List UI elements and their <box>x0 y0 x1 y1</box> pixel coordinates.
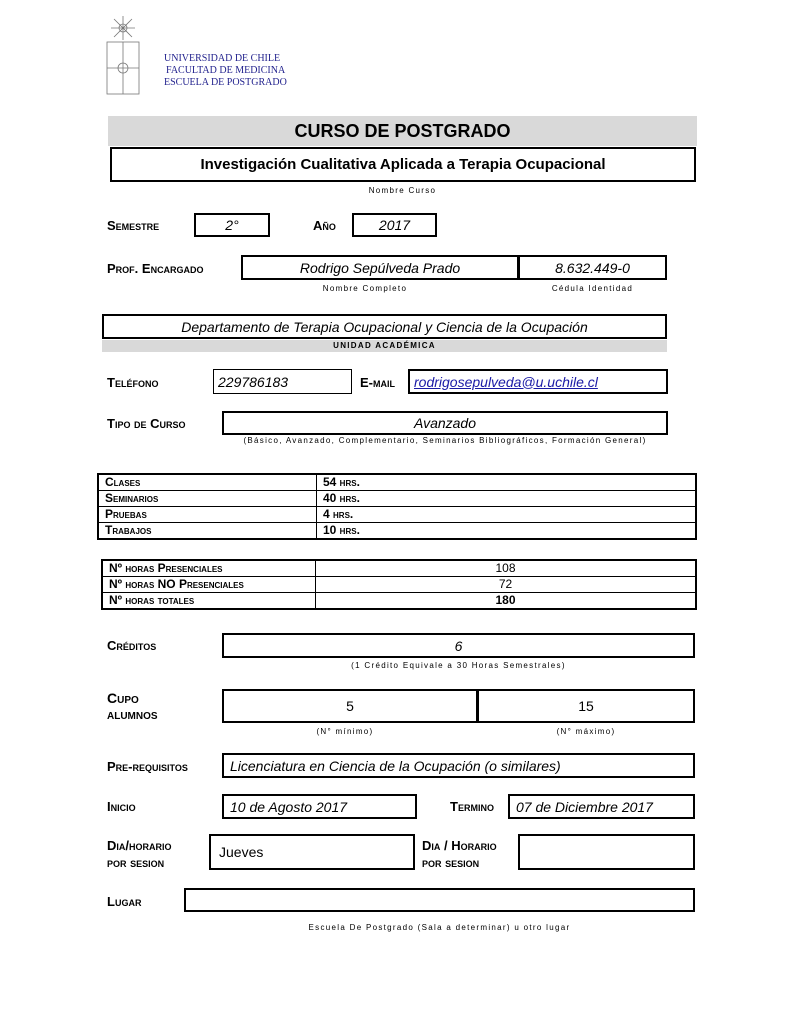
prof-label: Prof. Encargado <box>107 261 204 276</box>
horario2-label2: por sesion <box>422 855 480 870</box>
totals-label: Nº horas totales <box>102 593 316 610</box>
hours-label: Clases <box>98 474 317 491</box>
lugar-label: Lugar <box>107 894 142 909</box>
prof-id-caption: Cédula Identidad <box>551 284 634 293</box>
tipo-label: Tipo de Curso <box>107 416 186 431</box>
prof-name-caption: Nombre Completo <box>322 284 408 293</box>
totals-value: 72 <box>316 577 697 593</box>
semestre-field: 2° <box>194 213 270 237</box>
creditos-field: 6 <box>222 633 695 658</box>
alumnos-label: alumnos <box>107 706 158 722</box>
totals-value: 108 <box>316 560 697 577</box>
hours-value: 40 hrs. <box>317 491 697 507</box>
horario1-field: Jueves <box>209 834 415 870</box>
anio-field: 2017 <box>352 213 437 237</box>
table-row <box>98 474 696 491</box>
hours-label: Trabajos <box>98 523 317 540</box>
prereq-field: Licenciatura en Ciencia de la Ocupación (o similares) <box>222 753 695 778</box>
table-row <box>102 560 696 577</box>
hours-value: 10 hrs. <box>317 523 697 540</box>
page-title: CURSO DE POSTGRADO <box>108 116 697 146</box>
semestre-label: Semestre <box>107 218 160 233</box>
anio-label: Año <box>313 218 336 233</box>
termino-label: Termino <box>450 799 494 814</box>
cupo-min-field: 5 <box>222 689 478 723</box>
email-label: E-mail <box>360 375 395 390</box>
horario1-label2: por sesion <box>107 855 165 870</box>
tipo-caption: (Básico, Avanzado, Complementario, Seminarios Bibliográficos, Formación General) <box>243 436 647 445</box>
horario2-label: Dia / Horario <box>422 838 497 853</box>
lugar-caption: Escuela De Postgrado (Sala a determinar) u otro lugar <box>308 923 571 932</box>
unidad-caption: UNIDAD ACADÉMICA <box>102 340 667 352</box>
university-name: UNIVERSIDAD DE CHILE <box>164 53 281 64</box>
totals-value: 180 <box>316 593 697 610</box>
termino-field: 07 de Diciembre 2017 <box>508 794 695 819</box>
cupo-label: Cupo <box>107 690 139 706</box>
table-row <box>102 593 696 610</box>
table-row <box>98 491 696 507</box>
totals-label: Nº horas Presenciales <box>102 560 316 577</box>
hours-label: Seminarios <box>98 491 317 507</box>
table-row <box>98 507 696 523</box>
prof-id-field: 8.632.449-0 <box>518 255 667 280</box>
horario1-label: Dia/horario <box>107 838 172 853</box>
creditos-caption: (1 Crédito Equivale a 30 Horas Semestrales) <box>351 661 566 670</box>
prof-name-field: Rodrigo Sepúlveda Prado <box>241 255 519 280</box>
email-link[interactable]: rodrigosepulveda@u.uchile.cl <box>408 369 668 394</box>
hours-label: Pruebas <box>98 507 317 523</box>
school-name: ESCUELA DE POSTGRADO <box>164 77 287 88</box>
faculty-name: FACULTAD DE MEDICINA <box>166 65 286 76</box>
course-name-caption: Nombre Curso <box>368 186 437 195</box>
horario2-field <box>518 834 695 870</box>
telefono-label: Teléfono <box>107 375 159 390</box>
university-seal-logo <box>104 14 142 96</box>
tipo-field: Avanzado <box>222 411 668 435</box>
prereq-label: Pre-requisitos <box>107 759 188 774</box>
hours-table <box>97 473 697 540</box>
table-row <box>102 577 696 593</box>
hours-value: 54 hrs. <box>317 474 697 491</box>
cupo-min-caption: (N° mínimo) <box>316 727 374 736</box>
telefono-field: 229786183 <box>213 369 352 394</box>
hours-value: 4 hrs. <box>317 507 697 523</box>
totals-label: Nº horas NO Presenciales <box>102 577 316 593</box>
cupo-max-field: 15 <box>477 689 695 723</box>
cupo-max-caption: (N° máximo) <box>556 727 616 736</box>
unidad-field: Departamento de Terapia Ocupacional y Ciencia de la Ocupación <box>102 314 667 339</box>
totals-table <box>101 559 697 610</box>
inicio-field: 10 de Agosto 2017 <box>222 794 417 819</box>
inicio-label: Inicio <box>107 799 136 814</box>
course-name-field: Investigación Cualitativa Aplicada a Terapia Ocupacional <box>110 147 696 182</box>
creditos-label: Créditos <box>107 638 157 653</box>
table-row <box>98 523 696 540</box>
lugar-field <box>184 888 695 912</box>
